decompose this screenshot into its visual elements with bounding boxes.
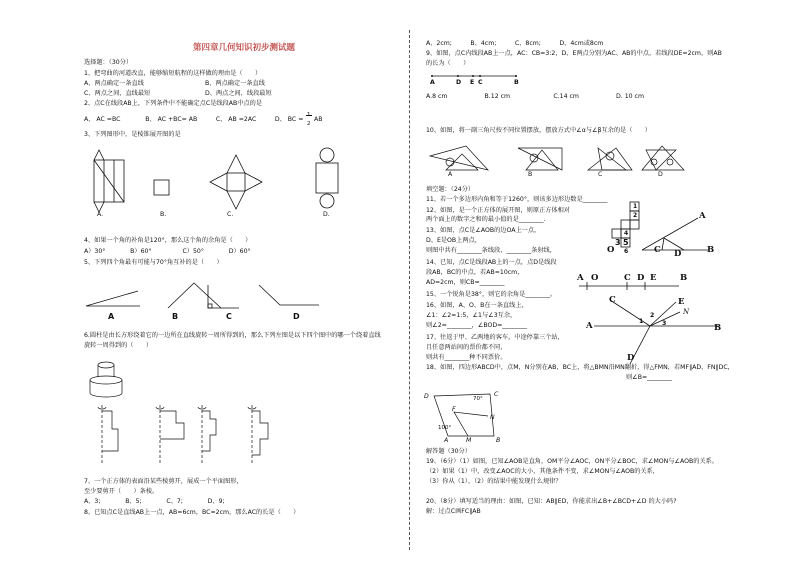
q18-label-m: M [466,437,472,444]
right-column [410,0,794,562]
q12-text-2: 两个面上的数字之和的最小值的是________. [426,216,546,223]
q14-label-c: C [624,273,631,283]
cube-face-3: 3 [615,238,621,247]
q9-label-d: D [456,79,462,86]
q18-text: 18、如图，四边形ABCD中，点M，N分别在AB，BC上，将△BMN沿MN翻折，得△FMN，若MF∥AD，FN∥DC， [426,364,734,371]
q20-text: 20、（8分）填写适当的理由：如图，已知：AB∥ED，你能求出∠B+∠BCD+∠D 的大小吗? [426,498,677,505]
q16-angle-figure [590,296,720,366]
q16-text-2: ∠1：∠2=1:5，∠1与∠3互余， [426,312,517,319]
q17-text-2: 且任意两站间的票价都不同， [426,344,507,351]
section-fill: 填空题：（24分） [426,186,475,193]
q18-label-c: C [494,391,499,398]
q16-angle-3: 3 [662,320,667,327]
q14-text-3: AD=2cm，则CB=________ [426,279,505,286]
q17-text-3: 则共有________种不同票价。 [426,354,507,361]
q6-solid-figures [84,355,344,475]
q5-label-c: C [226,312,232,321]
q3-label-a: A. [97,211,104,218]
q2-fraction-num: 1 [307,112,311,118]
q20-solution: 解：过点C画FC∥AB [426,508,481,515]
q15-text: 15、一个锐角是38°，则它的余角是________。 [426,291,557,298]
q13-text-2: D、E是OB上两点， [426,237,481,244]
section-choice: 选择题：（30分） [84,59,133,66]
q19-text-1: 19、（6分）（1）如图，已知∠AOB是直角，OM平分∠AOC，ON平分∠BOC，求∠MON与∠AOB的关系。 [426,458,719,465]
section-answer: 解答题（30分） [426,448,471,455]
q10-triangle-figures [426,140,706,180]
q14-label-a: A [577,273,584,283]
q3-text: 3、下列图形中，是棱锥展开图的是 [84,131,181,138]
page-title: 第四章几何知识初步测试题 [193,43,296,53]
q8-options: A、2cm; B、4cm; C、8cm; D、4cm或8cm [426,40,604,47]
q16-label-a: A [586,321,593,331]
q16-label-c: C [609,295,616,305]
q2-options: A、 AC =BC B、 AC +BC= AB C、 AB =2AC D、 BC = [84,116,304,123]
q14-label-b: B [680,273,688,283]
q6-text-1: 6.圆柱是由长方形绕着它的一边所在直线旋转一周所得到的，那么下列左图是以下四个图中的哪一个绕着直线 [84,332,381,339]
q13-label-b: B [707,245,715,255]
q9-label-a: A [430,79,435,86]
q10-text: 10、如图，将一副三角尺按不同位置摆放，摆放方式中∠α与∠β互余的是（ ） [426,127,651,134]
q16-angle-2: 2 [650,312,655,319]
q2-tail: AB [314,116,323,123]
q3-label-b: B. [160,211,167,218]
q10-label-d: D [658,171,663,178]
q9-text-1: 9、如图，点C内线段AB上一点，AC：CB=3:2，D、E两点分别为AC、AB的中点，若线段DE=2cm，则AB [426,50,722,57]
q3-label-c: C. [227,211,234,218]
q16-label-b: B [714,323,722,333]
q3-label-d: D. [323,211,330,218]
q16-label-d: D [627,353,635,363]
q10-label-b: B [528,171,533,178]
q1-option-c: C、两点之间，直线最短 [84,90,151,97]
q16-text-3: 则∠2=________，∠BOD=________ [426,322,528,329]
q18-angle-70: 70° [473,396,483,402]
q5-label-a: A [108,312,115,321]
cube-face-2: 2 [633,212,638,219]
q13-label-a: A [699,211,706,221]
q1-option-b: B、两点确定一条直线 [205,80,265,87]
q1-option-a: A、两点确定一条直线 [84,80,144,87]
q7-options: A、3; B、5; C、7; D、9; [84,498,225,505]
q2-text: 2、点C在线段AB上，下列条件中不能确定点C是线段AB中点的是 [84,100,263,107]
q2-fraction-den: 2 [307,121,311,127]
q9-label-c: C [478,79,483,86]
cube-face-6: 6 [624,248,629,255]
q13-label-d: D [674,249,682,259]
q16-label-n: N [683,308,690,316]
q12-text-1: 12、如图，是一个正方体的展开图，则原正方体相对 [426,207,570,214]
q4-text: 4、如果一个角的补角是120°，那么这个角的余角是（ ） [84,237,252,244]
q1-option-d: D、两点之间，线段最短 [205,90,272,97]
q2-fraction-bar [306,115,312,116]
q13-text-3: 则图中共有________条线段，________条射线， [426,247,556,254]
q19-text-2: （2）如果（1）中，改变∠AOC的大小，其他条件不变，求∠MON与∠AOB的关系， [426,468,659,475]
q9-options: A.8 cm B.12 cm C.14 cm D. 10 cm [426,93,644,100]
q5-label-b: B [172,312,179,321]
q9-segment-figure [430,72,520,86]
q19-text-3: （3）你从（1）、（2）的结果中能发现什么规律？ [426,478,562,485]
q14-label-o: O [591,273,599,283]
q9-label-b: B [514,79,519,86]
q10-label-c: C [598,171,603,178]
q18-angle-100: 100° [438,425,452,431]
q1-text: 1、把弯曲的河道改直，能够缩短航程的这样做的理由是（ ） [84,70,262,77]
q13-label-c: C [654,245,661,255]
q18-label-a: A [444,437,449,444]
q18-label-n: N [490,414,495,421]
q10-label-a: A [448,171,453,178]
q14-text-1: 14、已知，点C是线段AB上的一点，点D是线段 [426,259,557,266]
q3-net-figures [84,145,344,220]
q5-text: 5、下列四个角最有可能与70°角互补的是（ ） [84,259,223,266]
q17-text-1: 17、往返于甲、乙两地的客车，中途停靠三个站， [426,334,564,341]
q18-label-b: B [496,437,501,444]
q9-label-e: E [470,79,475,86]
q14-label-d: D [637,273,645,283]
cube-face-5: 5 [623,238,629,247]
q18-label-d: D [424,393,429,400]
q18-answer: 则∠B=________ [626,374,672,381]
cube-face-1: 1 [633,203,638,210]
q7-text-1: 7、一个正方体的表面沿某些棱剪开，展成一个平面图形， [84,478,243,485]
q16-text-1: 16、如图，A、O、B在一条直线上， [426,302,528,309]
q14-text-2: 段AB，BC的中点，若AB=10cm， [426,269,524,276]
q7-text-2: 至少要剪开（ ）条棱。 [84,488,159,495]
cube-face-4: 4 [624,230,629,237]
q9-text-2: 的长为（ ） [426,60,470,67]
q14-label-e: E [650,273,657,283]
q18-label-f: F [452,406,456,413]
q5-angle-figures [84,275,344,325]
q5-label-d: D [293,312,300,321]
q16-angle-1: 1 [639,318,644,325]
q13-label-o: O [607,245,615,255]
q6-text-2: 旋转一周得到的（ ） [84,342,153,349]
q16-label-e: E [678,297,685,307]
q4-options: A）30° B）60° C）50° D）60° [84,248,251,255]
q8-text: 8、已知点C是直线AB上一点，AB=6cm，BC=2cm，那么AC的长是（ ） [84,509,300,516]
q13-text-1: 13、如图，点C是∠AOB的边OA上一点， [426,227,541,234]
q11-text: 11、若一个多边形内角和等于1260°，则该多边形边数是________ [426,196,608,203]
